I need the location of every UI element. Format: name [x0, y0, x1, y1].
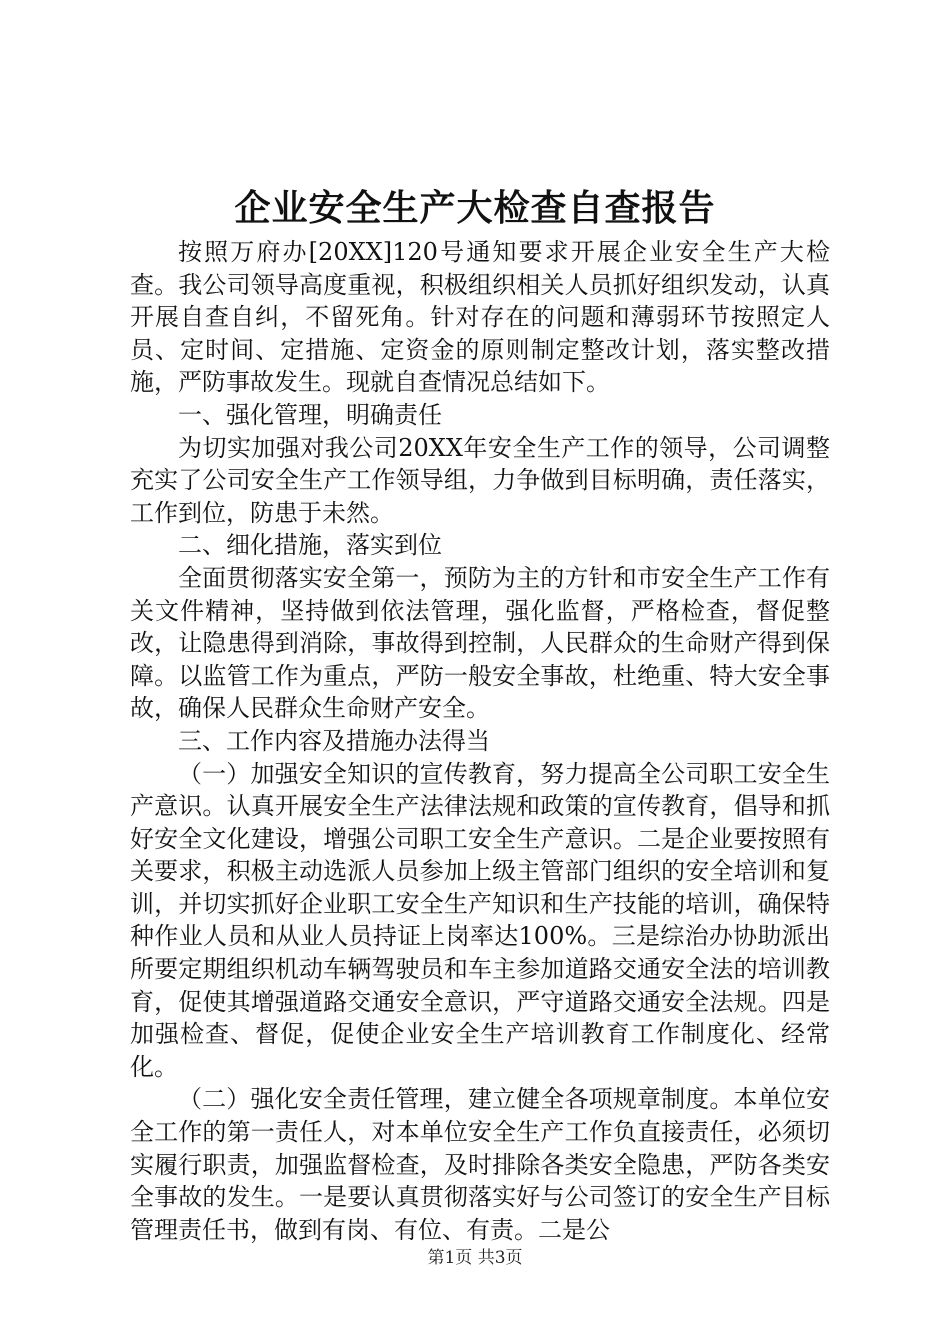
- section-heading-2: 二、细化措施，落实到位: [178, 531, 442, 560]
- intro-paragraph: 按照万府办[20XX]120号通知要求开展企业安全生产大检查。我公司领导高度重视，积极组织相关人员抓好组织发动，认真开展自查自纠，不留死角。针对存在的问题和薄弱环节按照定人员、定时间、定措施、定资金的原则制定整改计划，落实整改措施，严防事故发生。现就自查情况总结如下。: [130, 238, 830, 397]
- section-1-paragraph: 为切实加强对我公司20XX年安全生产工作的领导，公司调整充实了公司安全生产工作领导组，力争做到目标明确，责任落实，工作到位，防患于未然。: [130, 433, 830, 527]
- document-title: 企业安全生产大检查自查报告: [234, 187, 716, 229]
- section-heading-3: 三、工作内容及措施办法得当: [178, 726, 490, 755]
- document-body: [130, 236, 830, 1246]
- section-heading-1: 一、强化管理，明确责任: [178, 400, 442, 429]
- section-3-item-2-paragraph: （二）强化安全责任管理，建立健全各项规章制度。本单位安全工作的第一责任人，对本单位安全生产工作负直接责任，必须切实履行职责，加强监督检查，及时排除各类安全隐患，严防各类安全事故的发生。一是要认真贯彻落实好与公司签订的安全生产目标管理责任书，做到有岗、有位、有责。二是公: [130, 1085, 830, 1244]
- section-2-paragraph: 全面贯彻落实安全第一，预防为主的方针和市安全生产工作有关文件精神，坚持做到依法管理，强化监督，严格检查，督促整改，让隐患得到消除，事故得到控制，人民群众的生命财产得到保障。以监管工作为重点，严防一般安全事故，杜绝重、特大安全事故，确保人民群众生命财产安全。: [130, 563, 830, 723]
- section-3-item-1-paragraph: （一）加强安全知识的宣传教育，努力提高全公司职工安全生产意识。认真开展安全生产法律法规和政策的宣传教育，倡导和抓好安全文化建设，增强公司职工安全生产意识。二是企业要按照有关要求，积极主动选派人员参加上级主管部门组织的安全培训和复训，并切实抓好企业职工安全生产知识和生产技能的培训，确保特种作业人员和从业人员持证上岗率达100%。三是综治办协助派出所要定期组织机动车辆驾驶员和车主参加道路交通安全法的培训教育，促使其增强道路交通安全意识，严守道路交通安全法规。四是加强检查、督促，促使企业安全生产培训教育工作制度化、经常化。: [130, 759, 830, 1081]
- page-footer: 第1页 共3页: [427, 1248, 523, 1268]
